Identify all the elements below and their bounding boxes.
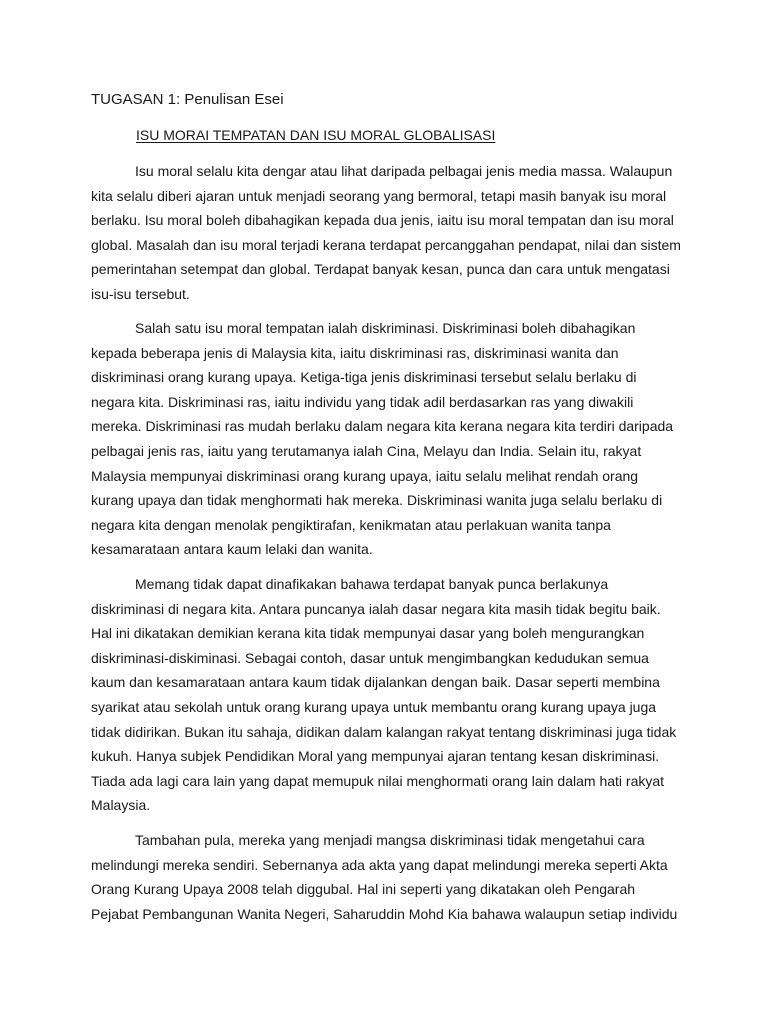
- text-line: Pejabat Pembangunan Wanita Negeri, Saharuddin Mohd Kia bahawa walaupun setiap individu: [91, 905, 678, 922]
- text-line: Salah satu isu moral tempatan ialah diskriminasi. Diskriminasi boleh dibahagikan: [135, 320, 636, 336]
- text-line: Malaysia.: [91, 797, 151, 814]
- text-line: Memang tidak dapat dinafikakan bahawa terdapat banyak punca berlakunya: [135, 576, 609, 592]
- text-line: Hal ini dikatakan demikian kerana kita tidak mempunyai dasar yang boleh mengurangkan: [91, 625, 645, 642]
- text-line: kesamarataan antara kaum lelaki dan wanita.: [91, 541, 373, 558]
- text-line: tidak didirikan. Bukan itu sahaja, didikan dalam kalangan rakyat tentang diskriminasi juga tidak: [91, 723, 677, 740]
- text-line: diskriminasi orang kurang upaya. Ketiga-tiga jenis diskriminasi tersebut selalu berlaku di: [91, 369, 637, 386]
- text-line: kita selalu diberi ajaran untuk menjadi seorang yang bermoral, tetapi masih banyak isu moral: [91, 187, 667, 204]
- paragraph: [91, 572, 691, 818]
- text-line: isu-isu tersebut.: [91, 285, 190, 302]
- text-line: Isu moral selalu kita dengar atau lihat daripada pelbagai jenis media massa. Walaupun: [135, 163, 673, 179]
- text-line: global. Masalah dan isu moral terjadi kerana terdapat percanggahan pendapat, nilai dan sistem: [91, 236, 681, 253]
- text-line: Malaysia mempunyai diskriminasi orang kurang upaya, iaitu selalu melihat rendah orang: [91, 467, 639, 484]
- text-line: diskriminasi di negara kita. Antara puncanya ialah dasar negara kita masih tidak begitu baik.: [91, 600, 661, 617]
- text-line: pemerintahan setempat dan global. Terdapat banyak kesan, punca dan cara untuk mengatasi: [91, 261, 670, 278]
- text-line: pelbagai jenis ras, iaitu yang terutamanya ialah Cina, Melayu dan India. Selain itu, rakyat: [91, 442, 642, 459]
- text-line: Orang Kurang Upaya 2008 telah diggubal. Hal ini seperti yang dikatakan oleh Pengarah: [91, 881, 636, 898]
- text-line: melindungi mereka sendiri. Sebernanya ada akta yang dapat melindungi mereka seperti Akta: [91, 856, 668, 873]
- text-line: berlaku. Isu moral boleh dibahagikan kepada dua jenis, iaitu isu moral tempatan dan isu moral: [91, 212, 674, 229]
- paragraph: [91, 316, 691, 562]
- text-line: syarikat atau sekolah untuk orang kurang upaya untuk membantu orang kurang upaya juga: [91, 698, 657, 715]
- text-line: negara kita. Diskriminasi ras, iaitu individu yang tidak adil berdasarkan ras yang diwakili: [91, 393, 634, 410]
- assignment-title: TUGASAN 1: Penulisan Esei: [91, 91, 284, 108]
- text-line: Tambahan pula, mereka yang menjadi mangsa diskriminasi tidak mengetahui cara: [135, 832, 645, 848]
- essay-subtitle: ISU MORAI TEMPATAN DAN ISU MORAL GLOBALISASI: [136, 127, 496, 143]
- text-line: Tiada ada lagi cara lain yang dapat memupuk nilai menghormati orang lain dalam hati rakyat: [91, 772, 665, 789]
- text-line: mereka. Diskriminasi ras mudah berlaku dalam negara kita kerana negara kita terdiri daripada: [91, 418, 674, 435]
- text-line: kukuh. Hanya subjek Pendidikan Moral yang mempunyai ajaran tentang kesan diskriminasi.: [91, 748, 660, 765]
- paragraph: [91, 828, 691, 926]
- text-line: diskriminasi-diskiminasi. Sebagai contoh, dasar untuk mengimbangkan kedudukan semua: [91, 649, 649, 666]
- text-line: negara kita dengan menolak pengiktirafan, kenikmatan atau perlakuan wanita tanpa: [91, 516, 611, 533]
- text-line: kepada beberapa jenis di Malaysia kita, iaitu diskriminasi ras, diskriminasi wanita dan: [91, 344, 619, 361]
- text-line: kurang upaya dan tidak menghormati hak mereka. Diskriminasi wanita juga selalu berlaku di: [91, 492, 663, 509]
- paragraph: [91, 159, 691, 307]
- text-line: kaum dan kesamarataan antara kaum tidak dijalankan dengan baik. Dasar seperti membina: [91, 674, 660, 691]
